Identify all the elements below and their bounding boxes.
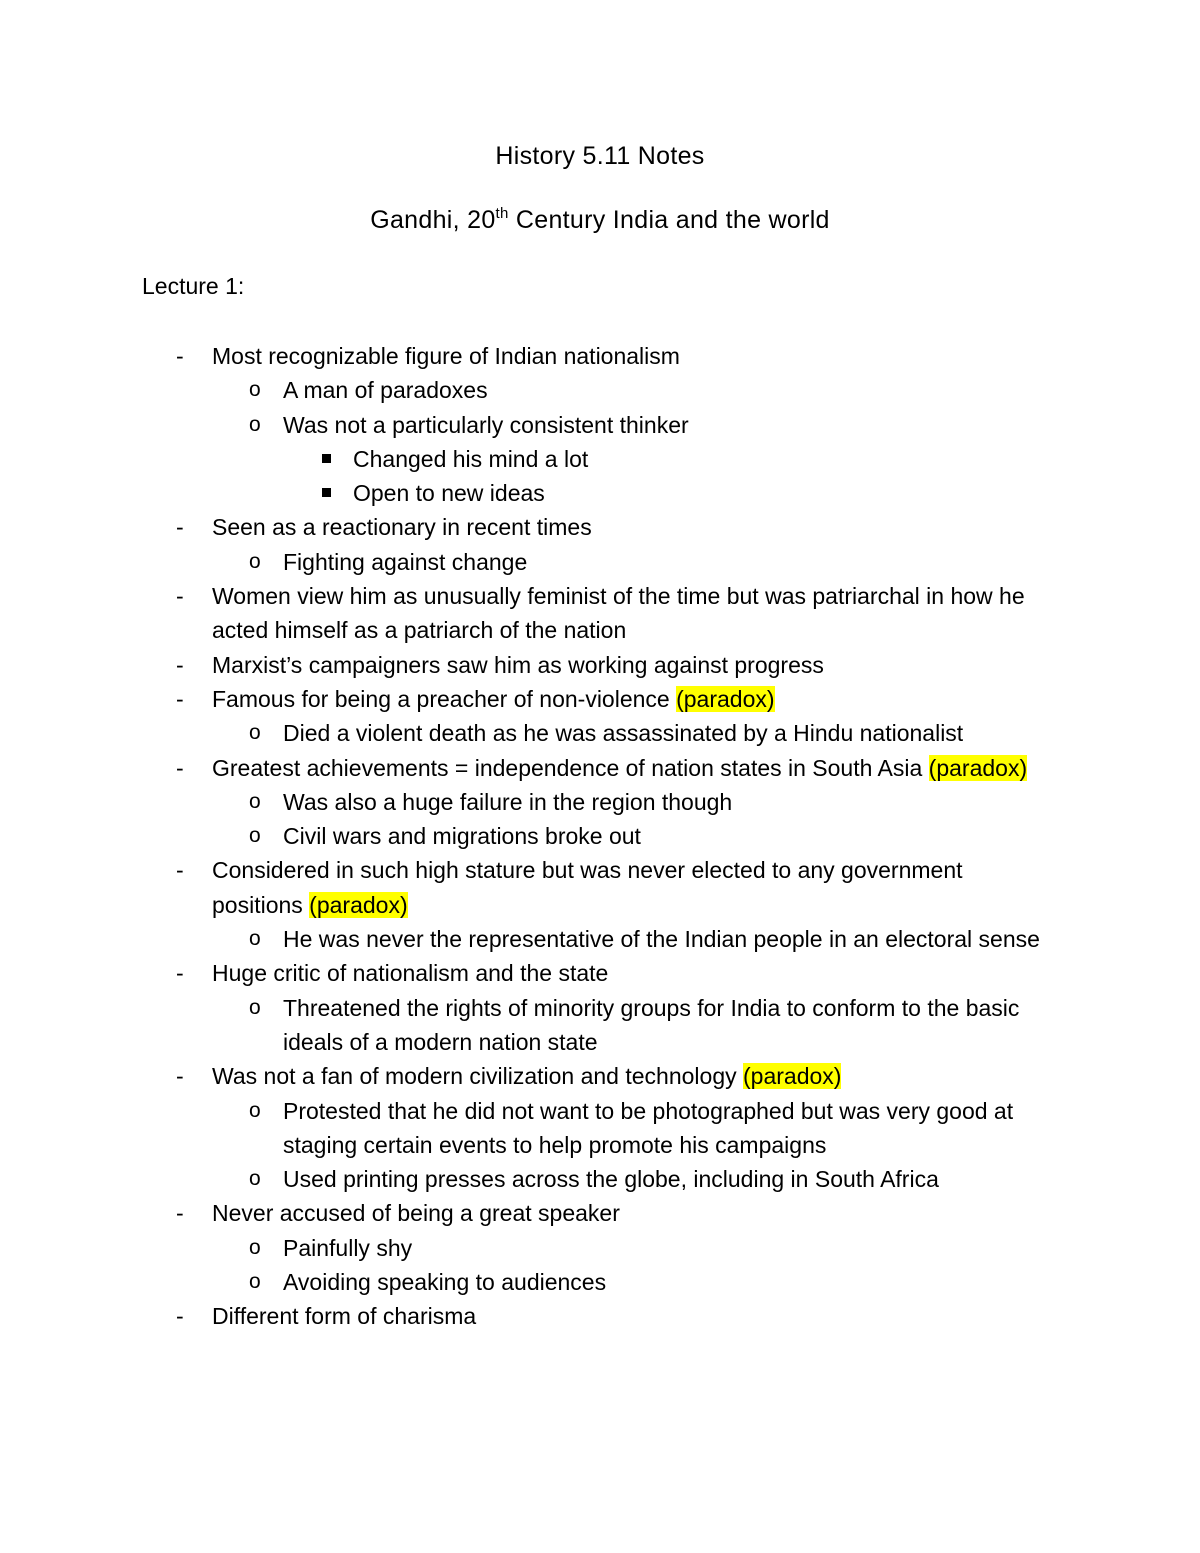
list-item	[0, 373, 1200, 407]
list-item-text	[283, 716, 1053, 750]
list-item	[0, 1265, 1200, 1299]
list-item	[0, 408, 1200, 442]
list-item-body: Huge critic of nationalism and the state	[212, 960, 609, 987]
highlighted-paradox-tag: (paradox)	[676, 685, 775, 712]
list-item	[0, 956, 1200, 990]
list-item	[0, 476, 1200, 510]
highlighted-paradox-tag: (paradox)	[309, 891, 408, 918]
list-item-body: Protested that he did not want to be photographed but was very good at staging certain events to help promote his campaigns	[283, 1097, 1014, 1158]
list-item-text	[212, 853, 1052, 922]
list-item	[0, 716, 1200, 750]
list-item-text	[353, 476, 1053, 510]
circle-bullet: o	[249, 1167, 261, 1191]
subtitle-text-after: Century India and the world	[508, 206, 830, 234]
list-item-body: Marxist’s campaigners saw him as working against progress	[212, 651, 824, 678]
circle-bullet: o	[249, 721, 261, 745]
list-item-body: Painfully shy	[283, 1234, 413, 1261]
dash-bullet: -	[176, 960, 184, 987]
list-item	[0, 510, 1200, 544]
dash-bullet: -	[176, 685, 184, 712]
list-item-text	[353, 442, 1053, 476]
list-item	[0, 682, 1200, 716]
dash-bullet: -	[176, 583, 184, 610]
list-item-body: Most recognizable figure of Indian nationalism	[212, 343, 680, 369]
list-item-text	[212, 510, 1052, 544]
dash-bullet: -	[176, 1063, 184, 1090]
list-item-body: Died a violent death as he was assassinated by a Hindu nationalist	[283, 720, 964, 747]
list-item	[0, 922, 1200, 956]
list-item	[0, 648, 1200, 682]
list-item	[0, 1299, 1200, 1333]
circle-bullet: o	[249, 824, 261, 848]
list-item-body: Changed his mind a lot	[353, 445, 589, 472]
list-item-text	[212, 648, 1052, 682]
list-item-text	[212, 956, 1052, 990]
list-item-text	[212, 1059, 1052, 1093]
list-item-body: Civil wars and migrations broke out	[283, 823, 641, 850]
list-item-body: Threatened the rights of minority groups for India to conform to the basic ideals of a modern nation state	[283, 994, 1020, 1055]
list-item-body: Greatest achievements = independence of nation states in South Asia	[212, 754, 929, 781]
list-item-text	[283, 545, 1053, 579]
lecture-label: Lecture 1:	[142, 273, 245, 299]
circle-bullet: o	[249, 927, 261, 951]
document-subtitle	[0, 206, 1200, 235]
list-item-text	[283, 991, 1053, 1060]
circle-bullet: o	[249, 378, 261, 402]
list-item	[0, 853, 1200, 922]
list-item-body: Used printing presses across the globe, including in South Africa	[283, 1166, 939, 1193]
list-item	[0, 1094, 1200, 1163]
list-item-body: Avoiding speaking to audiences	[283, 1269, 607, 1296]
subtitle-superscript: th	[495, 205, 509, 222]
list-item-text	[212, 751, 1052, 785]
subtitle-text-before: Gandhi, 20	[370, 206, 496, 234]
dash-bullet: -	[176, 754, 184, 781]
list-item	[0, 785, 1200, 819]
list-item	[0, 1196, 1200, 1230]
list-item-text	[283, 1231, 1053, 1265]
list-item-text	[283, 819, 1053, 853]
highlighted-paradox-tag: (paradox)	[743, 1063, 842, 1090]
circle-bullet: o	[249, 1098, 261, 1122]
circle-bullet: o	[249, 1270, 261, 1294]
list-item-text	[283, 1094, 1053, 1163]
list-item-body: Different form of charisma	[212, 1303, 477, 1330]
dash-bullet: -	[176, 514, 184, 541]
circle-bullet: o	[249, 412, 261, 436]
list-item-body: Considered in such high stature but was never elected to any government positions	[212, 857, 963, 918]
list-item-text	[283, 373, 1053, 407]
list-item-text	[283, 1265, 1053, 1299]
list-item	[0, 339, 1200, 373]
list-item-body: Never accused of being a great speaker	[212, 1200, 620, 1227]
dash-bullet: -	[176, 651, 184, 678]
list-item-body: Fighting against change	[283, 548, 528, 575]
list-item	[0, 442, 1200, 476]
list-item-body: Seen as a reactionary in recent times	[212, 514, 592, 541]
list-item	[0, 751, 1200, 785]
circle-bullet: o	[249, 549, 261, 573]
list-item	[0, 545, 1200, 579]
dash-bullet: -	[176, 1200, 184, 1227]
list-item-body: Open to new ideas	[353, 480, 545, 507]
list-item-text	[283, 408, 1053, 442]
square-bullet-icon	[322, 454, 331, 463]
list-item-body: Was not a particularly consistent thinker	[283, 411, 689, 438]
dash-bullet: -	[176, 1303, 184, 1330]
list-item-body: Women view him as unusually feminist of the time but was patriarchal in how he acted himself as a patriarch of the nation	[212, 583, 1025, 644]
notes-list	[0, 339, 1200, 1334]
list-item	[0, 579, 1200, 648]
list-item	[0, 1162, 1200, 1196]
list-item-text	[212, 1299, 1052, 1333]
list-item-text	[283, 1162, 1053, 1196]
highlighted-paradox-tag: (paradox)	[928, 754, 1028, 781]
circle-bullet: o	[249, 789, 261, 813]
list-item-text	[212, 339, 1052, 373]
document-title: History 5.11 Notes	[495, 142, 705, 170]
list-item	[0, 1231, 1200, 1265]
list-item-body: A man of paradoxes	[283, 377, 488, 404]
list-item-text	[212, 1196, 1052, 1230]
list-item-body: Was not a fan of modern civilization and technology	[212, 1063, 743, 1090]
list-item-text	[283, 922, 1053, 956]
list-item-text	[212, 579, 1052, 648]
list-item	[0, 991, 1200, 1060]
dash-bullet: -	[176, 343, 184, 369]
dash-bullet: -	[176, 857, 184, 884]
circle-bullet: o	[249, 1235, 261, 1259]
list-item	[0, 1059, 1200, 1093]
list-item-body: Was also a huge failure in the region though	[283, 788, 733, 815]
list-item	[0, 819, 1200, 853]
list-item-body: He was never the representative of the Indian people in an electoral sense	[283, 926, 1040, 953]
circle-bullet: o	[249, 995, 261, 1019]
square-bullet-icon	[322, 488, 331, 497]
list-item-text	[283, 785, 1053, 819]
list-item-text	[212, 682, 1052, 716]
list-item-body: Famous for being a preacher of non-violence	[212, 685, 677, 712]
